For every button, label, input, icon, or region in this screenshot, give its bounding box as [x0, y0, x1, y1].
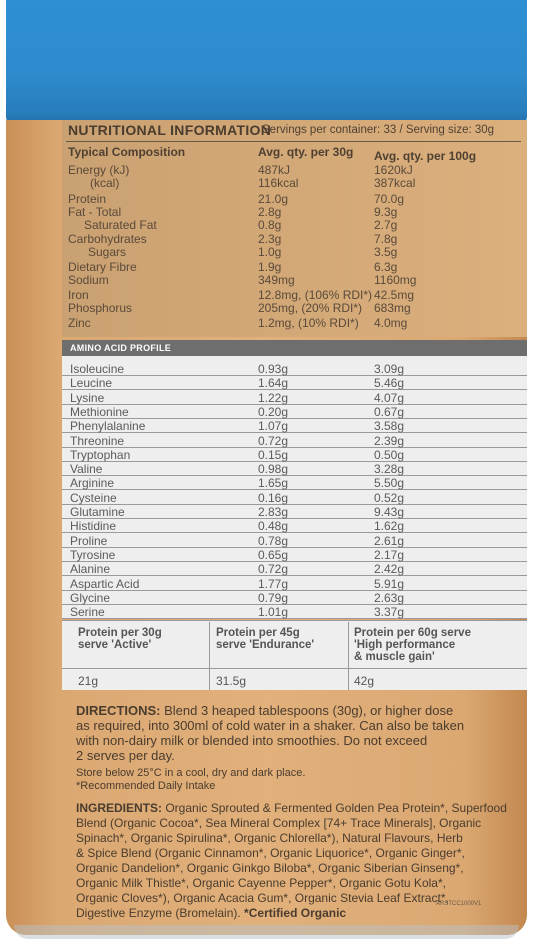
nutrition-value-100g: 1160mg: [374, 273, 417, 287]
amino-label: Arginine: [70, 476, 115, 491]
amino-value-100g: 4.07g: [374, 390, 405, 405]
nutrition-label: Phosphorus: [68, 301, 133, 315]
amino-row-divider: [62, 375, 527, 376]
ingredients-line-1: [76, 801, 507, 816]
nutrition-label: Saturated Fat: [84, 218, 157, 232]
amino-value-30g: 0.16g: [258, 490, 289, 505]
serve-header-text: Protein per 45g: [216, 627, 300, 639]
col-per-30g: Avg. qty. per 30g: [258, 145, 354, 159]
amino-row-divider: [62, 489, 527, 490]
container-lid: [6, 0, 527, 125]
nutrition-rule: [66, 141, 521, 142]
nutrition-label: Sugars: [88, 245, 127, 259]
amino-value-100g: 5.46g: [374, 376, 405, 391]
amino-value-30g: 1.07g: [258, 419, 289, 434]
nutrition-value-100g: 7.8g: [374, 232, 398, 246]
amino-value-30g: 0.79g: [258, 590, 289, 605]
serve-header-text: serve 'Endurance': [216, 639, 315, 651]
serve-value: 42g: [354, 674, 375, 688]
ingredients-line-8: [76, 906, 346, 921]
amino-value-100g: 2.42g: [374, 562, 405, 577]
ingredients-line-3: Spinach*, Organic Spirulina*, Organic Chlorella*), Natural Flavours, Herb: [76, 831, 463, 845]
amino-label: Methionine: [70, 404, 129, 419]
amino-value-100g: 3.09g: [374, 362, 405, 376]
nutrition-value-100g: 4.0mg: [374, 316, 408, 330]
amino-value-100g: 3.58g: [374, 419, 405, 434]
amino-value-30g: 1.65g: [258, 476, 289, 491]
amino-value-30g: 1.01g: [258, 605, 289, 620]
amino-value-30g: 0.93g: [258, 362, 289, 376]
amino-row-divider: [62, 504, 527, 505]
ingredients-line-2: Blend (Organic Cocoa*, Sea Mineral Complex [74+ Trace Minerals], Organic: [76, 816, 482, 830]
amino-label: Lysine: [70, 390, 105, 405]
nutrition-value-30g: 1.2mg, (10% RDI*): [258, 316, 359, 330]
amino-row-divider: [62, 547, 527, 548]
amino-label: Leucine: [70, 376, 113, 391]
nutrition-label: (kcal): [90, 176, 120, 190]
amino-value-100g: 0.67g: [374, 404, 405, 419]
nutrition-value-30g: 21.0g: [258, 192, 289, 206]
nutrition-value-100g: 70.0g: [374, 192, 405, 206]
ingredients-label: INGREDIENTS:: [76, 801, 163, 815]
amino-label: Tyrosine: [70, 547, 116, 562]
amino-row-divider: [62, 404, 527, 405]
nutrition-label: Dietary Fibre: [68, 260, 137, 274]
serve-header-text: serve 'Active': [78, 639, 152, 651]
nutrition-value-100g: 42.5mg: [374, 288, 415, 302]
amino-value-30g: 1.22g: [258, 390, 289, 405]
certified-organic-note: *Certified Organic: [240, 906, 347, 920]
amino-value-30g: 1.77g: [258, 576, 289, 591]
nutrition-label: Energy (kJ): [68, 163, 130, 177]
amino-value-100g: 2.39g: [374, 433, 405, 448]
nutrition-value-100g: 2.7g: [374, 218, 398, 232]
amino-value-100g: 9.43g: [374, 505, 405, 519]
serve-header-text: Protein per 30g: [78, 627, 162, 639]
ingredients-text-8: Digestive Enzyme (Bromelain).: [76, 906, 241, 920]
amino-label: Glycine: [70, 590, 111, 605]
amino-value-100g: 0.50g: [374, 447, 405, 462]
amino-value-100g: 2.63g: [374, 590, 405, 605]
serve-value: 21g: [78, 674, 99, 688]
serve-divider-2: [348, 622, 349, 690]
amino-label: Cysteine: [70, 490, 117, 505]
amino-label: Serine: [70, 605, 105, 620]
amino-value-30g: 0.72g: [258, 433, 289, 448]
nutrition-label: Protein: [68, 192, 107, 206]
nutrition-label: Iron: [68, 288, 89, 302]
nutrition-title: NUTRITIONAL INFORMATION: [68, 122, 272, 138]
amino-row-divider: [62, 561, 527, 562]
amino-value-100g: 3.28g: [374, 462, 405, 477]
nutrition-value-30g: 349mg: [258, 273, 295, 287]
col-per-100g: Avg. qty. per 100g: [374, 149, 477, 163]
amino-value-100g: 0.52g: [374, 490, 405, 505]
nutrition-label: Zinc: [68, 316, 91, 330]
serve-value: 31.5g: [216, 674, 247, 688]
amino-value-100g: 2.17g: [374, 547, 405, 562]
amino-row-divider: [62, 604, 527, 605]
nutrition-value-30g: 12.8mg, (106% RDI*): [258, 288, 373, 302]
serve-divider-1: [209, 622, 210, 690]
amino-label: Alanine: [70, 562, 111, 577]
amino-title: AMINO ACID PROFILE: [70, 343, 172, 353]
amino-row-divider: [62, 389, 527, 390]
amino-row-divider: [62, 532, 527, 533]
serve-header-text: Protein per 60g serve: [354, 627, 471, 639]
nutrition-value-30g: 116kcal: [258, 176, 299, 190]
nutrition-value-100g: 387kcal: [374, 176, 416, 190]
amino-value-30g: 0.65g: [258, 547, 289, 562]
amino-label: Tryptophan: [70, 447, 131, 462]
directions-line-3: with non-dairy milk or blended into smoothies. Do not exceed: [76, 733, 428, 748]
directions-text-1: Blend 3 heaped tablespoons (30g), or higher dose: [160, 703, 454, 718]
nutrition-value-100g: 1620kJ: [374, 163, 413, 177]
nutrition-value-30g: 205mg, (20% RDI*): [258, 301, 363, 315]
ingredients-text-1: Organic Sprouted & Fermented Golden Pea Protein*, Superfood: [162, 801, 507, 815]
amino-value-30g: 0.98g: [258, 462, 289, 477]
directions-line-1: [76, 703, 453, 718]
amino-value-100g: 3.37g: [374, 605, 405, 620]
col-typical-composition: Typical Composition: [68, 145, 186, 159]
amino-value-30g: 0.78g: [258, 533, 289, 548]
nutrition-value-30g: 2.3g: [258, 232, 282, 246]
serve-header-text: & muscle gain': [354, 651, 435, 663]
amino-value-30g: 1.64g: [258, 376, 289, 391]
amino-value-30g: 2.83g: [258, 505, 289, 519]
ingredients-line-5: Organic Dandelion*, Organic Ginkgo Biloba*, Organic Siberian Ginseng*,: [76, 861, 464, 875]
container-base: [14, 925, 519, 939]
nutrition-value-30g: 1.9g: [258, 260, 282, 274]
serve-rule-mid: [62, 668, 527, 669]
ingredients-line-6: Organic Milk Thistle*, Organic Cayenne Pepper*, Organic Gotu Kola*,: [76, 876, 446, 890]
amino-label: Aspartic Acid: [70, 576, 140, 591]
amino-row-divider: [62, 475, 527, 476]
amino-value-100g: 1.62g: [374, 519, 405, 534]
nutrition-value-30g: 2.8g: [258, 205, 282, 219]
product-code: ARSTCC1000V1: [436, 901, 482, 907]
amino-label: Isoleucine: [70, 362, 125, 376]
directions-line-4: 2 serves per day.: [76, 748, 175, 763]
nutrition-value-100g: 683mg: [374, 301, 411, 315]
rdi-note: *Recommended Daily Intake: [76, 780, 216, 792]
amino-label: Glutamine: [70, 505, 125, 519]
amino-value-100g: 2.61g: [374, 533, 405, 548]
serve-rule-top: [62, 620, 527, 621]
directions-label: DIRECTIONS:: [76, 703, 161, 718]
amino-value-100g: 5.91g: [374, 576, 405, 591]
nutrition-value-30g: 0.8g: [258, 218, 282, 232]
serve-header-text: 'High performance: [354, 639, 456, 651]
amino-value-30g: 0.20g: [258, 404, 289, 419]
nutrition-value-30g: 1.0g: [258, 245, 282, 259]
ingredients-line-7: Organic Cloves*), Organic Acacia Gum*, Organic Stevia Leaf Extract*,: [76, 891, 449, 905]
nutrition-label: Fat - Total: [68, 205, 122, 219]
amino-label: Threonine: [70, 433, 125, 448]
directions-line-2: as required, into 300ml of cold water in a shaker. Can also be taken: [76, 718, 465, 733]
amino-label: Phenylalanine: [70, 419, 146, 434]
amino-value-30g: 0.72g: [258, 562, 289, 577]
nutrition-value-30g: 487kJ: [258, 163, 291, 177]
amino-value-30g: 0.15g: [258, 447, 289, 462]
nutrition-value-100g: 6.3g: [374, 260, 398, 274]
amino-row-divider: [62, 618, 527, 619]
amino-label: Histidine: [70, 519, 117, 534]
amino-label: Valine: [70, 462, 103, 477]
nutrition-label: Carbohydrates: [68, 232, 147, 246]
storage-text: Store below 25°C in a cool, dry and dark place.: [76, 767, 306, 779]
nutrition-value-100g: 9.3g: [374, 205, 398, 219]
nutrition-value-100g: 3.5g: [374, 245, 398, 259]
servings-info: Servings per container: 33 / Serving size: 30g: [262, 124, 495, 136]
amino-row-divider: [62, 461, 527, 462]
amino-label: Proline: [70, 533, 108, 548]
amino-value-30g: 0.48g: [258, 519, 289, 534]
ingredients-line-4: & Spice Blend (Organic Cinnamon*, Organic Liquorice*, Organic Ginger*,: [76, 846, 465, 860]
amino-row-divider: [62, 447, 527, 448]
amino-value-100g: 5.50g: [374, 476, 405, 491]
amino-row-divider: [62, 518, 527, 519]
nutrition-label: Sodium: [68, 273, 109, 287]
